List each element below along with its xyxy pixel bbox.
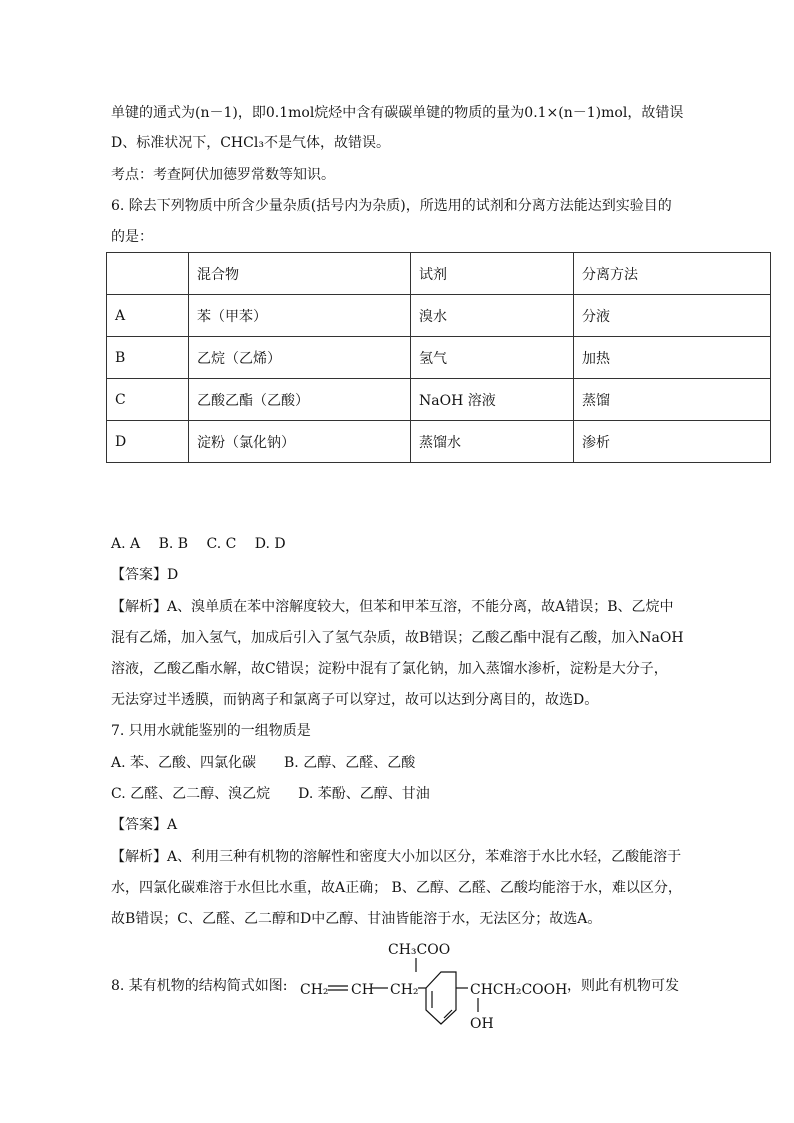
- structure-left-group-3: CH₂: [390, 982, 419, 998]
- table-cell: 渗析: [574, 421, 771, 463]
- table-cell: 试剂: [411, 253, 574, 295]
- benzene-ring: [426, 972, 456, 1024]
- table-cell: B: [107, 337, 189, 379]
- table-cell: 蒸馏水: [411, 421, 574, 463]
- question-6-options: A. A B. B C. C D. D: [111, 536, 286, 552]
- question-7-options-1: A. 苯、乙酸、四氯化碳 B. 乙醇、乙醛、乙酸: [111, 755, 416, 771]
- question-6-explanation-4: 无法穿过半透膜，而钠离子和氯离子可以穿过，故可以达到分离目的，故选D。: [111, 692, 599, 708]
- question-6-answer: 【答案】D: [111, 567, 179, 583]
- table-cell: [107, 253, 189, 295]
- table-cell: 分离方法: [574, 253, 771, 295]
- table-cell: 氢气: [411, 337, 574, 379]
- table-cell: 加热: [574, 337, 771, 379]
- question-6-stem: 6. 除去下列物质中所含少量杂质(括号内为杂质)，所选用的试剂和分离方法能达到实验目的: [111, 198, 672, 214]
- question-7-options-2: C. 乙醛、乙二醇、溴乙烷 D. 苯酚、乙醇、甘油: [111, 786, 430, 802]
- question-7-answer: 【答案】A: [111, 817, 178, 833]
- question-7-explanation-3: 故B错误；C、乙醛、乙二醇和D中乙醇、甘油皆能溶于水，无法区分；故选A。: [111, 911, 602, 927]
- table-row: [107, 379, 771, 421]
- table-cell: 苯（甲苯）: [189, 295, 411, 337]
- table-row: [107, 295, 771, 337]
- structure-left-group-2: CH: [351, 982, 374, 998]
- table-cell: 溴水: [411, 295, 574, 337]
- structure-right-group: CHCH₂COOH: [470, 982, 568, 998]
- question-6-explanation-1: 【解析】A、溴单质在苯中溶解度较大，但苯和甲苯互溶，不能分离，故A错误；B、乙烷中: [111, 599, 674, 615]
- question-7-stem: 7. 只用水就能鉴别的一组物质是: [111, 723, 311, 739]
- table-cell: 乙烷（乙烯）: [189, 337, 411, 379]
- question-6-stem-cont: 的是：: [111, 229, 153, 245]
- table-cell: 蒸馏: [574, 379, 771, 421]
- question-7-explanation-2: 水，四氯化碳难溶于水但比水重，故A正确； B、乙醇、乙醛、乙酸均能溶于水，难以区分，: [111, 880, 682, 896]
- table-cell: C: [107, 379, 189, 421]
- question-6-explanation-3: 溶液，乙酸乙酯水解，故C错误；淀粉中混有了氯化钠，加入蒸馏水渗析，淀粉是大分子，: [111, 661, 668, 677]
- table-cell: 混合物: [189, 253, 411, 295]
- structure-left-group: CH₂: [300, 982, 329, 998]
- table-cell: D: [107, 421, 189, 463]
- question-8-stem: 8. 某有机物的结构简式如图:: [111, 978, 288, 994]
- text-line-1: 单键的通式为(n－1)，即0.1mol烷烃中含有碳碳单键的物质的量为0.1×(n－1)mol，故错误: [111, 105, 684, 121]
- table-cell: A: [107, 295, 189, 337]
- table-row: [107, 421, 771, 463]
- table-cell: 乙酸乙酯（乙酸）: [189, 379, 411, 421]
- table-header-row: [107, 253, 771, 295]
- text-line-2: D、标准状况下，CHCl₃不是气体，故错误。: [111, 135, 390, 151]
- structure-bottom-group: OH: [470, 1016, 494, 1032]
- table-cell: 分液: [574, 295, 771, 337]
- question-6-table: [106, 252, 771, 463]
- structure-top-group: CH₃COO: [388, 942, 451, 958]
- table-row: [107, 337, 771, 379]
- table-cell: NaOH 溶液: [411, 379, 574, 421]
- table-cell: 淀粉（氯化钠）: [189, 421, 411, 463]
- question-8-stem-cont: ，则此有机物可发: [567, 978, 679, 994]
- question-6-explanation-2: 混有乙烯，加入氢气，加成后引入了氢气杂质，故B错误；乙酸乙酯中混有乙酸，加入NaOH: [111, 630, 684, 646]
- question-7-explanation-1: 【解析】A、利用三种有机物的溶解性和密度大小加以区分，苯难溶于水比水轻，乙酸能溶于: [111, 849, 682, 865]
- text-line-3: 考点：考查阿伏加德罗常数等知识。: [111, 167, 335, 183]
- structural-formula: [298, 938, 688, 1033]
